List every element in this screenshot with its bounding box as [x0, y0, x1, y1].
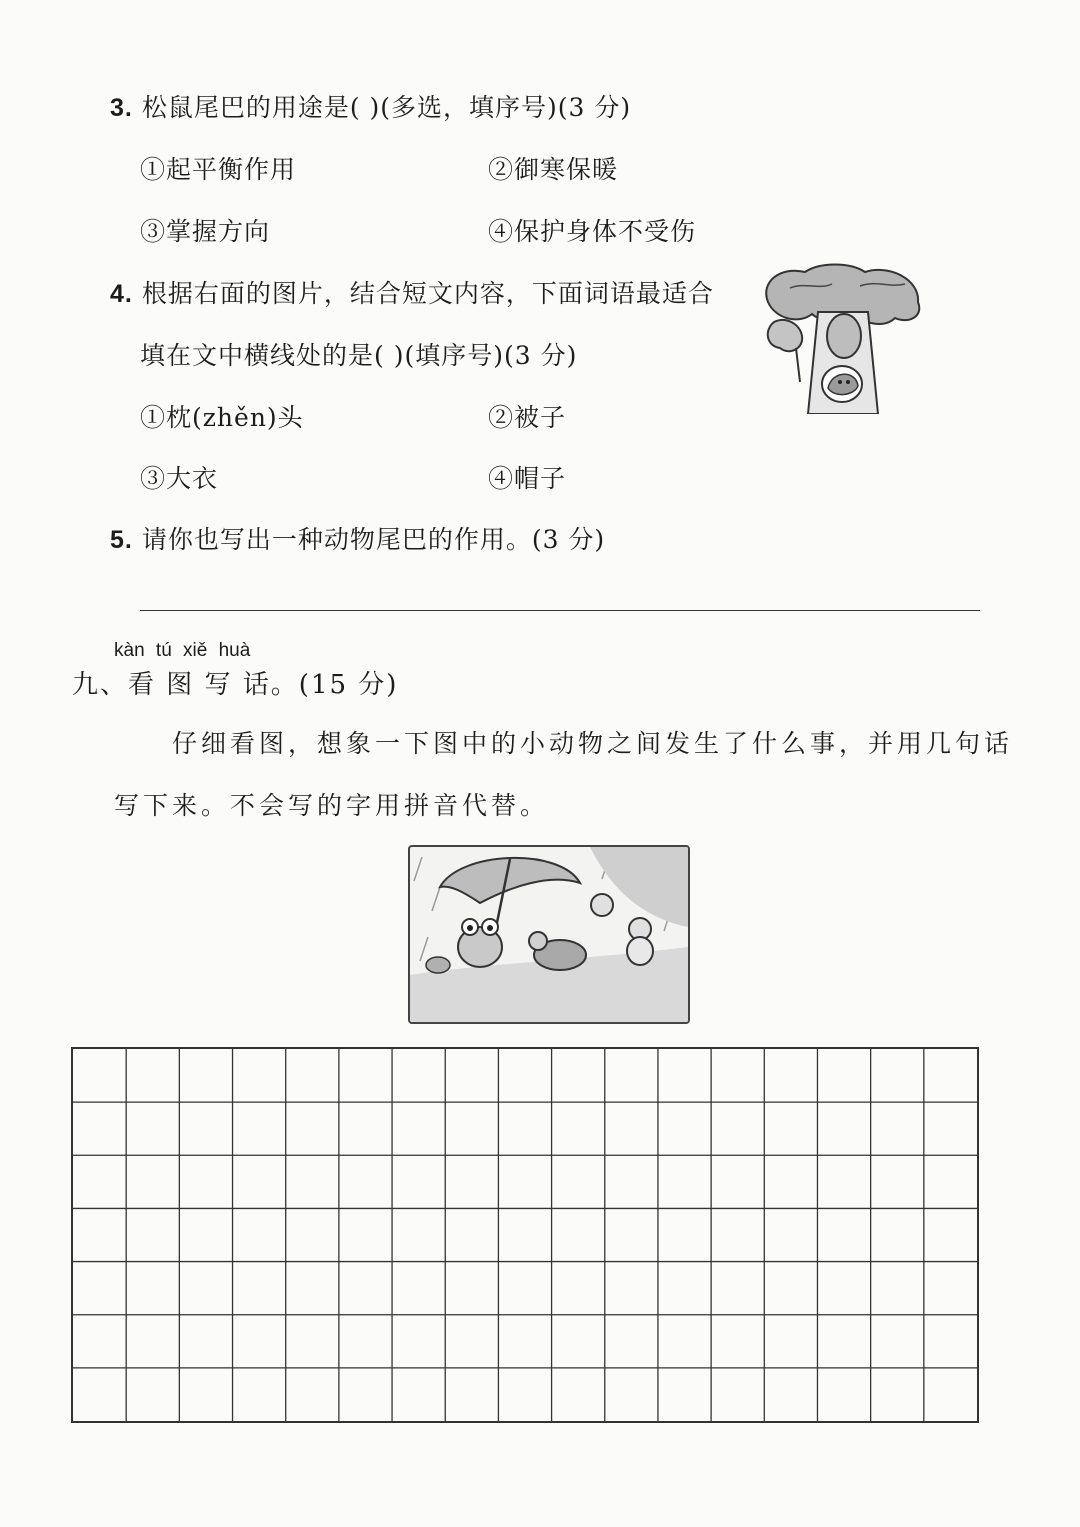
q3-option-2: ②御寒保暖 [488, 155, 619, 184]
question-4 [110, 274, 714, 310]
q4-option-1: ①枕(zhěn)头 [140, 403, 304, 432]
question-3-text: 松鼠尾巴的用途是( )(多选，填序号)(3 分) [141, 93, 632, 122]
squirrel-tree-illustration [760, 262, 925, 414]
q4-option-3: ③大衣 [140, 464, 219, 493]
question-4-line2: 填在文中横线处的是( )(填序号)(3 分) [140, 341, 578, 370]
question-3-number: 3. [110, 94, 133, 122]
question-5-answer-line[interactable] [140, 610, 980, 611]
question-5-number: 5. [110, 526, 133, 554]
section-9-instruction-line2: 写下来。不会写的字用拼音代替。 [114, 791, 550, 820]
question-4-line1: 根据右面的图片，结合短文内容，下面词语最适合 [141, 279, 714, 308]
question-5 [110, 520, 605, 556]
rain-scene-illustration [408, 845, 690, 1024]
question-5-text: 请你也写出一种动物尾巴的作用。(3 分) [141, 525, 606, 554]
question-4-number: 4. [110, 280, 133, 308]
q3-option-1: ①起平衡作用 [140, 155, 297, 184]
rain-scene-drawing [410, 847, 688, 1022]
q4-option-4: ④帽子 [488, 464, 567, 493]
section-9-title: 九、看 图 写 话。(15 分) [72, 670, 399, 700]
writing-grid[interactable] [71, 1047, 979, 1423]
question-3 [110, 88, 631, 124]
q3-option-4: ④保护身体不受伤 [488, 217, 697, 246]
q4-option-2: ②被子 [488, 403, 567, 432]
section-9-instruction-line1: 仔细看图，想象一下图中的小动物之间发生了什么事，并用几句话 [172, 729, 1014, 758]
q3-option-3: ③掌握方向 [140, 217, 271, 246]
section-9-pinyin: kàn tú xiě huà [114, 640, 251, 661]
